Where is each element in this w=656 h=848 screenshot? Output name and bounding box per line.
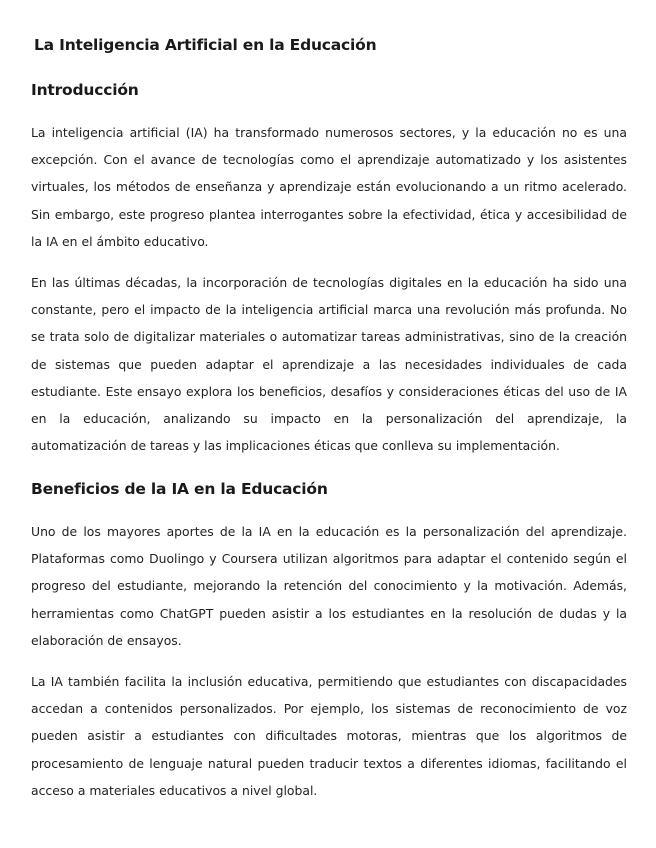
- section-heading-introduction: Introducción: [31, 81, 139, 99]
- paragraph-benefits-2: La IA también facilita la inclusión educativa, permitiendo que estudiantes con discapacidades accedan a contenidos personalizados. Por ejemplo, los sistemas de reconocimiento de voz pueden asistir a estudiantes con dificultades motoras, mientras que los algoritmos de procesamiento de lenguaje natural pueden traducir textos a diferentes idiomas, facilitando el acceso a materiales educativos a nivel global.: [31, 674, 627, 798]
- section-heading-benefits: Beneficios de la IA en la Educación: [31, 480, 328, 498]
- document-title: La Inteligencia Artificial en la Educación: [34, 36, 377, 54]
- paragraph-introduction-2: En las últimas décadas, la incorporación de tecnologías digitales en la educación ha sido una constante, pero el impacto de la inteligencia artificial marca una revolución más profunda. No se trata solo de digitalizar materiales o automatizar tareas administrativas, sino de la creación de sistemas que pueden adaptar el aprendizaje a las necesidades individuales de cada estudiante. Este ensayo explora los beneficios, desafíos y consideraciones éticas del uso de IA en la educación, analizando su impacto en la personalización del aprendizaje, la automatización de tareas y las implicaciones éticas que conlleva su implementación.: [31, 275, 627, 454]
- paragraph-benefits-1: Uno de los mayores aportes de la IA en la educación es la personalización del aprendizaje. Plataformas como Duolingo y Coursera utilizan algoritmos para adaptar el contenido según el progreso del estudiante, mejorando la retención del conocimiento y la motivación. Además, herramientas como ChatGPT pueden asistir a los estudiantes en la resolución de dudas y la elaboración de ensayos.: [31, 524, 627, 648]
- paragraph-introduction-1: La inteligencia artificial (IA) ha transformado numerosos sectores, y la educación no es una excepción. Con el avance de tecnologías como el aprendizaje automatizado y los asistentes virtuales, los métodos de enseñanza y aprendizaje están evolucionando a un ritmo acelerado. Sin embargo, este progreso plantea interrogantes sobre la efectividad, ética y accesibilidad de la IA en el ámbito educativo.: [31, 125, 627, 249]
